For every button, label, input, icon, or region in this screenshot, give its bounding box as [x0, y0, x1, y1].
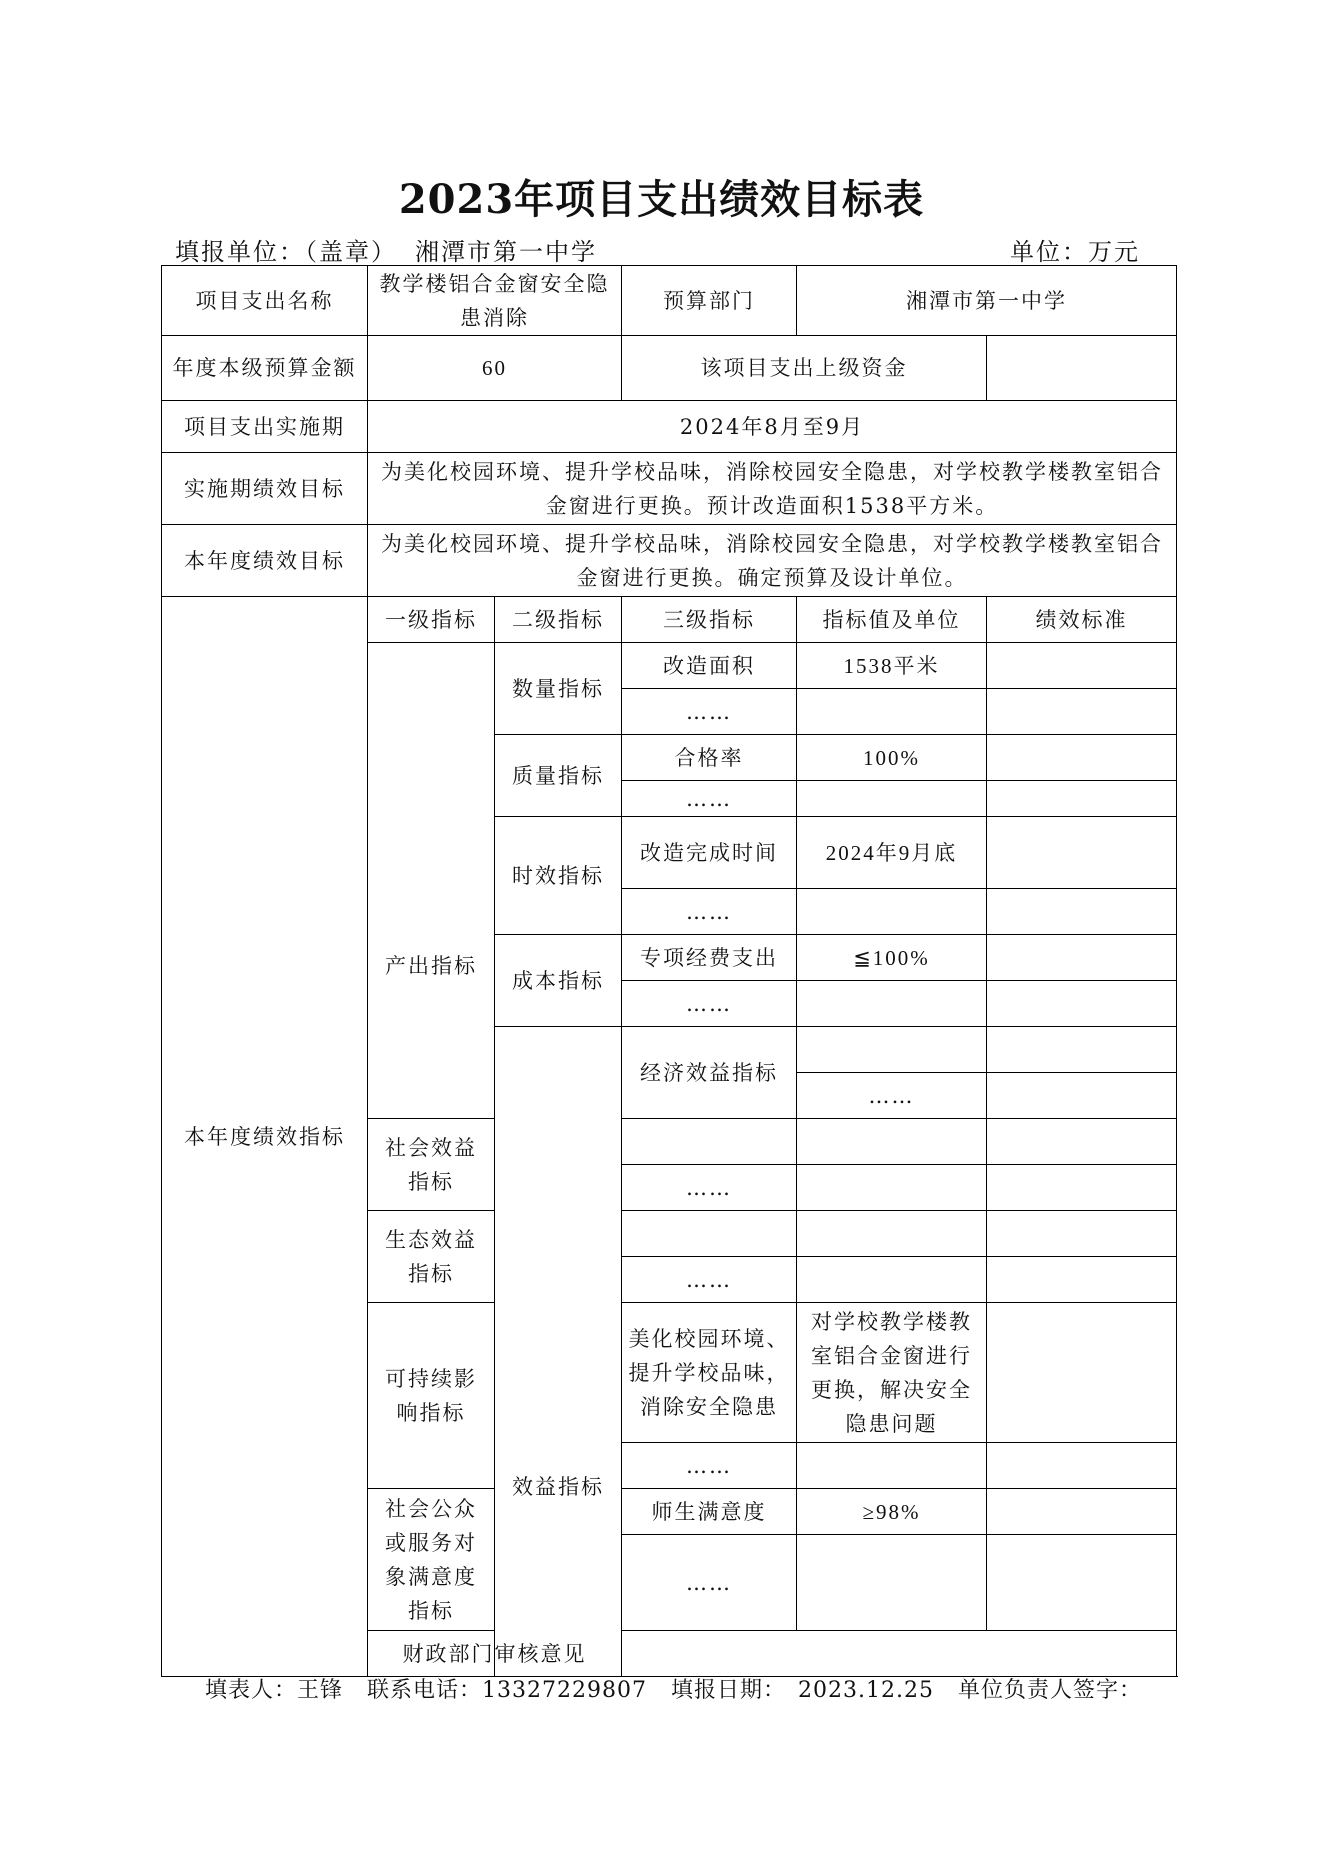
ecological-item [622, 1211, 797, 1257]
quantity-item: 改造面积 [622, 643, 797, 689]
social-standard [987, 1119, 1177, 1165]
satisfaction-value: ≥98% [797, 1489, 987, 1535]
quantity-label: 数量指标 [495, 643, 622, 735]
superior-funds-value [987, 336, 1177, 401]
ecological-label: 生态效益指标 [368, 1211, 495, 1303]
cost-label: 成本指标 [495, 935, 622, 1027]
header-standard: 绩效标准 [987, 597, 1177, 643]
footer-signature: 单位负责人签字： [957, 1678, 1142, 1703]
fill-unit-label: 填报单位：（盖章） [175, 238, 397, 266]
ecological-standard [987, 1211, 1177, 1257]
quality-label: 质量指标 [495, 735, 622, 817]
year-goal-label: 本年度绩效目标 [162, 525, 368, 597]
header-level3: 三级指标 [622, 597, 797, 643]
social-item [622, 1119, 797, 1165]
empty-cell [797, 1257, 987, 1303]
empty-cell [797, 1443, 987, 1489]
satisfaction-standard [987, 1489, 1177, 1535]
footer-filler: 填表人：王锋 [205, 1678, 344, 1703]
sustainable-item: 美化校园环境、提升学校品味，消除安全隐患 [622, 1303, 797, 1443]
timeliness-label: 时效指标 [495, 817, 622, 935]
empty-cell [797, 981, 987, 1027]
currency-unit: 单位：万元 [1010, 238, 1140, 266]
quality-ellipsis: …… [622, 781, 797, 817]
period-value: 2024年8月至9月 [368, 401, 1177, 453]
empty-cell [987, 781, 1177, 817]
empty-cell [797, 1535, 987, 1631]
footer-phone: 联系电话：13327229807 [367, 1678, 647, 1703]
annual-budget-value: 60 [368, 336, 622, 401]
ecological-value [797, 1211, 987, 1257]
page-title: 2023年项目支出绩效目标表 [398, 176, 925, 223]
social-value [797, 1119, 987, 1165]
header-value: 指标值及单位 [797, 597, 987, 643]
period-label: 项目支出实施期 [162, 401, 368, 453]
budget-dept-value: 湘潭市第一中学 [797, 266, 1177, 336]
empty-cell [987, 1073, 1177, 1119]
economic-label: 经济效益指标 [622, 1027, 797, 1119]
output-indicator-label: 产出指标 [368, 643, 495, 1119]
sustainable-ellipsis: …… [622, 1443, 797, 1489]
empty-cell [987, 1443, 1177, 1489]
empty-cell [987, 889, 1177, 935]
fill-unit-value: 湘潭市第一中学 [415, 238, 597, 266]
fill-unit [175, 232, 597, 267]
review-label: 财政部门审核意见 [368, 1631, 622, 1677]
cost-ellipsis: …… [622, 981, 797, 1027]
economic-ellipsis: …… [797, 1073, 987, 1119]
benefit-indicator-label: 效益指标 [495, 1027, 622, 1677]
header-level2: 二级指标 [495, 597, 622, 643]
year-goal-value: 为美化校园环境、提升学校品味，消除校园安全隐患，对学校教学楼教室铝合金窗进行更换。确定预算及设计单位。 [368, 525, 1177, 597]
cost-standard [987, 935, 1177, 981]
sustainable-label: 可持续影响指标 [368, 1303, 495, 1489]
ecological-ellipsis: …… [622, 1257, 797, 1303]
satisfaction-ellipsis: …… [622, 1535, 797, 1631]
quantity-ellipsis: …… [622, 689, 797, 735]
economic-value [987, 1027, 1177, 1073]
review-value [622, 1631, 1177, 1677]
cost-value: ≦100% [797, 935, 987, 981]
performance-target-table [161, 265, 1177, 1677]
footer [205, 1673, 1158, 1704]
project-name-value: 教学楼铝合金窗安全隐患消除 [368, 266, 622, 336]
quantity-standard [987, 643, 1177, 689]
footer-date: 填报日期： 2023.12.25 [670, 1678, 934, 1703]
empty-cell [797, 689, 987, 735]
quality-item: 合格率 [622, 735, 797, 781]
satisfaction-item: 师生满意度 [622, 1489, 797, 1535]
section-label: 本年度绩效指标 [162, 597, 368, 1677]
empty-cell [987, 1535, 1177, 1631]
project-name-label: 项目支出名称 [162, 266, 368, 336]
sustainable-value: 对学校教学楼教室铝合金窗进行更换，解决安全隐患问题 [797, 1303, 987, 1443]
header-level1: 一级指标 [368, 597, 495, 643]
empty-cell [987, 1165, 1177, 1211]
satisfaction-label: 社会公众或服务对象满意度指标 [368, 1489, 495, 1631]
empty-cell [797, 1165, 987, 1211]
quality-standard [987, 735, 1177, 781]
timeliness-standard [987, 817, 1177, 889]
empty-cell [987, 981, 1177, 1027]
empty-cell [797, 889, 987, 935]
economic-item [797, 1027, 987, 1073]
annual-budget-label: 年度本级预算金额 [162, 336, 368, 401]
period-goal-value: 为美化校园环境、提升学校品味，消除校园安全隐患，对学校教学楼教室铝合金窗进行更换。预计改造面积1538平方米。 [368, 453, 1177, 525]
quantity-value: 1538平米 [797, 643, 987, 689]
timeliness-item: 改造完成时间 [622, 817, 797, 889]
timeliness-ellipsis: …… [622, 889, 797, 935]
period-goal-label: 实施期绩效目标 [162, 453, 368, 525]
social-ellipsis: …… [622, 1165, 797, 1211]
budget-dept-label: 预算部门 [622, 266, 797, 336]
quality-value: 100% [797, 735, 987, 781]
empty-cell [987, 1257, 1177, 1303]
superior-funds-label: 该项目支出上级资金 [622, 336, 987, 401]
empty-cell [797, 781, 987, 817]
social-label: 社会效益指标 [368, 1119, 495, 1211]
empty-cell [987, 689, 1177, 735]
sustainable-standard [987, 1303, 1177, 1443]
timeliness-value: 2024年9月底 [797, 817, 987, 889]
cost-item: 专项经费支出 [622, 935, 797, 981]
